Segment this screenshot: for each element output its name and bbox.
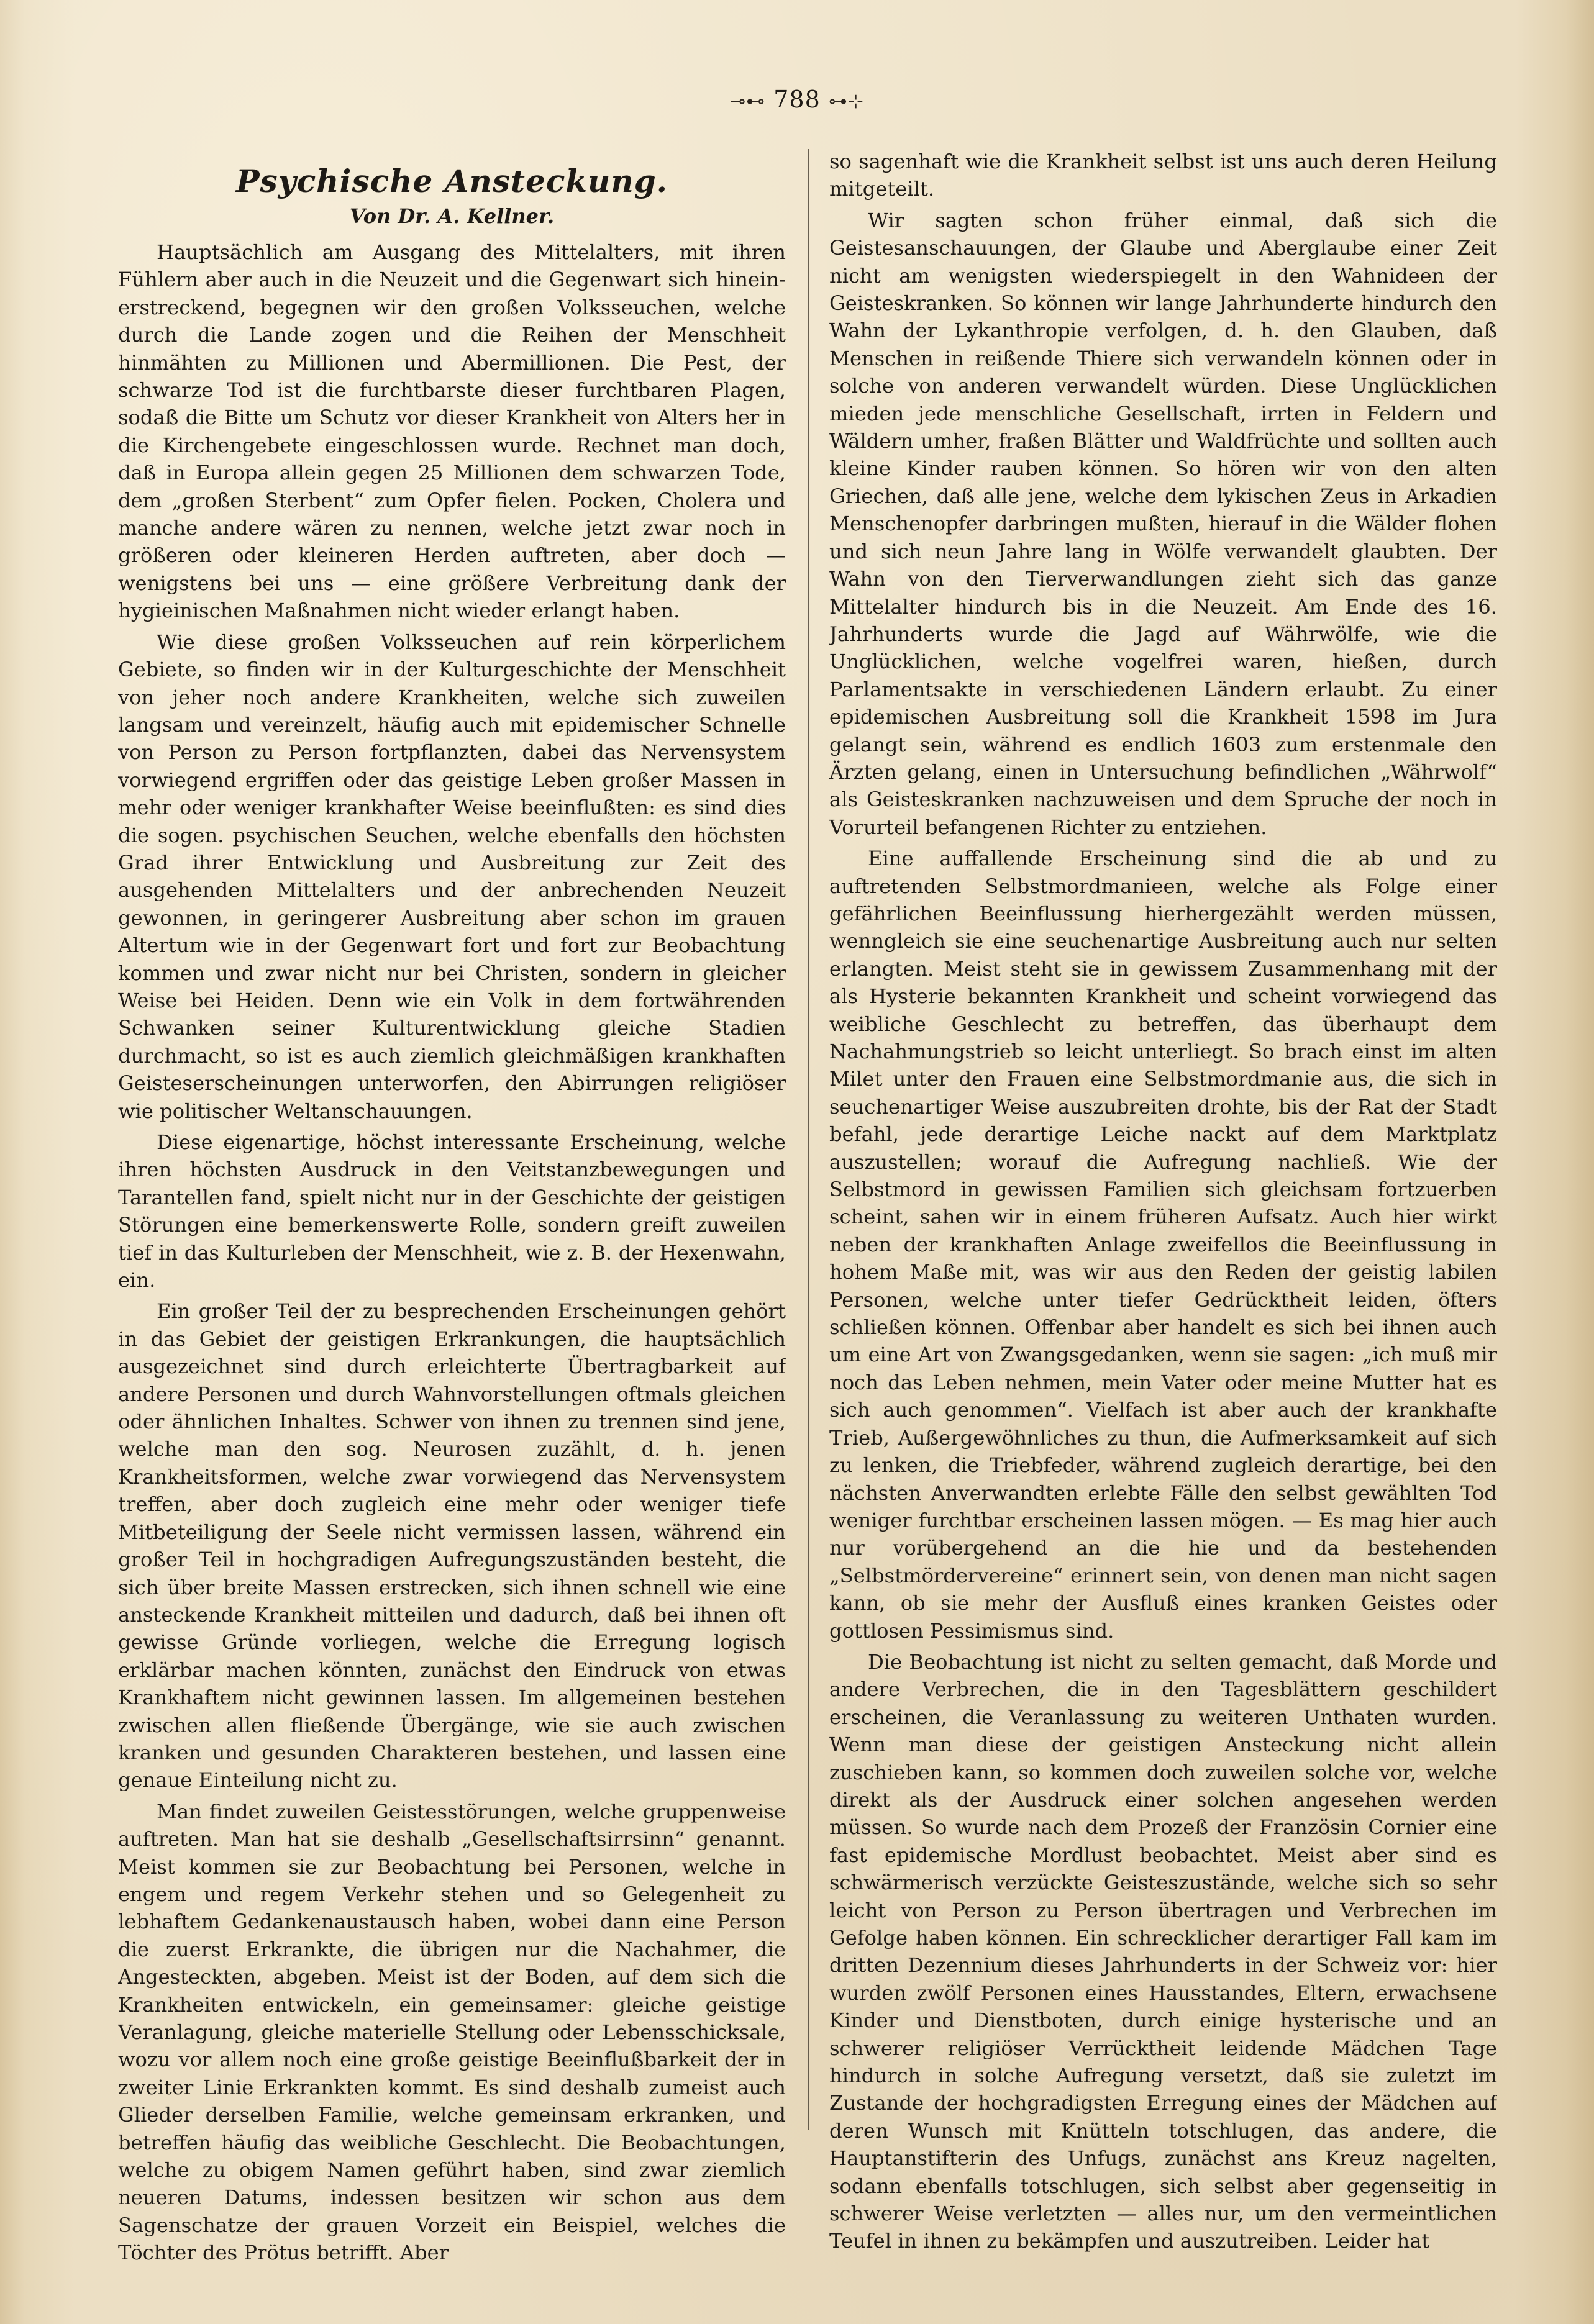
paragraph: Diese eigenartige, höchst interessante Erscheinung, welche ihren höchsten Ausdruck in den Veitstanzbewegungen und Tarantellen fand, spielt nicht nur in der Geschichte der geistigen Störungen eine bemerkenswerte Rolle, sondern greift zuweilen tief in das Kulturleben der Menschheit, wie z. B. der Hexenwahn, ein. [118, 1130, 786, 1292]
ornament-right-icon: ⊶⊹ [828, 91, 864, 112]
paragraph: Eine auffallende Erscheinung sind die ab und zu auftretenden Selbstmordmanieen, welche als Folge einer gefährlichen Beeinflussung hierhergezählt werden müssen, wenngleich sie eine seuchenartige Ausbreitung auch nur selten erlangten. Meist steht sie in gewissem Zusammenhang mit der als Hysterie bekannten Krankheit und scheint vorwiegend das weibliche Geschlecht zu betreffen, das überhaupt dem Nachahmungstrieb so leicht unterliegt. So brach einst im alten Milet unter den Frauen eine Selbstmordmanie aus, die sich in seuchenartiger Weise auszubreiten drohte, bis der Rat der Stadt befahl, jede derartige Leiche nackt auf dem Marktplatz auszustellen; worauf die Aufregung nachließ. Wie der Selbstmord in gewissen Familien sich gleichsam fortzuerben scheint, sahen wir in einem früheren Aufsatz. Auch hier wirkt neben der krankhaften Anlage zweifellos die Beeinflussung in hohem Maße mit, was wir aus den Reden der geistig labilen Personen, welche unter tiefer Gedrücktheit leiden, öfters schließen können. Offenbar aber handelt es sich bei ihnen auch um eine Art von Zwangsgedanken, wenn sie sagen: „ich muß mir noch das Leben nehmen, mein Vater oder meine Mutter hat es sich auch genommen“. Vielfach ist aber auch der krankhafte Trieb, Außergewöhnliches zu thun, die Aufmerksamkeit auf sich zu lenken, die Triebfeder, während zugleich derartige, bei den nächsten Anverwandten erlebte Fälle den selbst gewählten Tod weniger furchtbar erscheinen lassen mögen. — Es mag hier auch nur vorübergehend an die hie und da bestehenden „Selbstmördervereine“ erinnert sein, von denen man nicht sagen kann, ob sie mehr der Ausfluß eines kranken Geistes oder gottlosen Pessimismus sind. [829, 847, 1497, 1643]
paragraph: Ein großer Teil der zu besprechenden Erscheinungen gehört in das Gebiet der geistigen Erkrankungen, die hauptsächlich ausgezeichnet sind durch erleichterte Übertragbarkeit auf andere Personen und durch Wahnvorstellungen oftmals gleichen oder ähnlichen Inhaltes. Schwer von ihnen zu trennen sind jene, welche man den sog. Neurosen zuzählt, d. h. jenen Krankheitsformen, welche zwar vorwiegend das Nervensystem treffen, aber doch zugleich eine mehr oder weniger tiefe Mitbeteiligung der Seele nicht vermissen lassen, während ein großer Teil in hochgradigen Aufregungszuständen besteht, die sich über breite Massen erstrecken, sich ihnen schnell wie eine ansteckende Krankheit mitteilen und dadurch, daß bei ihnen oft gewisse Gründe vorliegen, welche die Erregung logisch erklärbar machen könnten, zunächst den Eindruck von etwas Krankhaftem nicht gewinnen lassen. Im allgemeinen bestehen zwischen allen fließende Übergänge, wie sie auch zwischen kranken und gesunden Charakteren bestehen, und lassen eine genaue Einteilung nicht zu. [118, 1299, 786, 1792]
paragraph: so sagenhaft wie die Krankheit selbst ist uns auch deren Heilung mitgeteilt. [829, 150, 1497, 201]
column-divider [808, 149, 809, 2130]
page-number-header [714, 86, 880, 113]
left-column [118, 149, 786, 2285]
page-number: 788 [773, 86, 821, 113]
right-column [829, 148, 1497, 2284]
ornament-left-icon: ⊸⊷ [730, 91, 766, 112]
paragraph: Wie diese großen Volksseuchen auf rein körperlichem Gebiete, so finden wir in der Kulturgeschichte der Menschheit von jeher noch andere Krankheiten, welche sich zuweilen langsam und vereinzelt, häufig auch mit epidemischer Schnelle von Person zu Person fortpflanzten, dabei das Nervensystem vorwiegend ergriffen oder das geistige Leben großer Massen in mehr oder weniger krankhafter Weise beeinflußten: es sind dies die sogen. psychischen Seuchen, welche ebenfalls den höchsten Grad ihrer Entwicklung und Ausbreitung zur Zeit des ausgehenden Mittelalters und der anbrechenden Neuzeit gewonnen, in geringerer Ausbreitung aber schon im grauen Altertum wie in der Gegenwart fort und fort zur Beobachtung kommen und zwar nicht nur bei Christen, sondern in gleicher Weise bei Heiden. Denn wie ein Volk in dem fortwährenden Schwanken seiner Kulturentwicklung gleiche Stadien durchmacht, so ist es auch ziemlich gleichmäßigen krankhaften Geisteserscheinungen unterworfen, den Abirrungen religiöser wie politischer Weltanschauungen. [118, 630, 786, 1123]
paragraph: Man findet zuweilen Geistesstörungen, welche gruppenweise auftreten. Man hat sie deshalb „Gesellschaftsirrsinn“ genannt. Meist kommen sie zur Beobachtung bei Personen, welche in engem und regem Verkehr stehen und so Gelegenheit zu lebhaftem Gedankenaustausch haben, wobei dann eine Person die zuerst Erkrankte, die übrigen nur die Nachahmer, die Angesteckten, abgeben. Meist ist der Boden, auf dem sich die Krankheiten entwickeln, ein gemeinsamer: gleiche geistige Veranlagung, gleiche materielle Stellung oder Lebensschicksale, wozu vor allem noch eine große geistige Beeinflußbarkeit der in zweiter Linie Erkrankten kommt. Es sind deshalb zumeist auch Glieder derselben Familie, welche gemeinsam erkranken, und betreffen häufig das weibliche Geschlecht. Die Beobachtungen, welche zu obigem Namen geführt haben, sind zwar ziemlich neueren Datums, indessen besitzen wir schon aus dem Sagenschatze der grauen Vorzeit ein Beispiel, welches die Töchter des Prötus betrifft. Aber [118, 1799, 786, 2265]
article-title: Psychische Ansteckung. [235, 163, 668, 199]
paragraph: Hauptsächlich am Ausgang des Mittelalters, mit ihren Fühlern aber auch in die Neuzeit und die Gegenwart sich hinein-erstreckend, begegnen wir den großen Volksseuchen, welche durch die Lande zogen und die Reihen der Menschheit hinmähten zu Millionen und Abermillionen. Die Pest, der schwarze Tod ist die furchtbarste dieser furchtbaren Plagen, sodaß die Bitte um Schutz vor dieser Krankheit von Alters her in die Kirchengebete eingeschlossen wurde. Rechnet man doch, daß in Europa allein gegen 25 Millionen dem schwarzen Tode, dem „großen Sterbent“ zum Opfer fielen. Pocken, Cholera und manche andere wären zu nennen, welche jetzt zwar noch in größeren oder kleineren Herden auftreten, aber doch — wenigstens bei uns — eine größere Verbreitung dank der hygieinischen Maßnahmen nicht wieder erlangt haben. [118, 240, 786, 623]
paragraph: Die Beobachtung ist nicht zu selten gemacht, daß Morde und andere Verbrechen, die in den Tagesblättern geschildert erscheinen, die Veranlassung zu weiteren Unthaten wurden. Wenn man diese der geistigen Ansteckung nicht allein zuschieben kann, so kommen doch zuweilen solche vor, welche direkt als der Ausdruck einer solchen angesehen werden müssen. So wurde nach dem Prozeß der Französin Cornier eine fast epidemische Mordlust beobachtet. Meist aber sind es schwärmerisch verzückte Geisteszustände, welche sich so sehr leicht von Person zu Person übertragen und Verbrechen im Gefolge haben können. Ein schrecklicher derartiger Fall kam im dritten Dezennium dieses Jahrhunderts in der Schweiz vor: hier wurden zwölf Personen eines Hausstandes, Eltern, erwachsene Kinder und Dienstboten, durch einige hysterische und an schwerer religiöser Verrücktheit leidende Mädchen Tage hindurch in solche Aufregung versetzt, daß sie zuletzt im Zustande der hochgradigsten Erregung eines der Mädchen auf deren Wunsch mit Knütteln totschlugen, das andere, die Hauptanstifterin des Unfugs, zunächst ans Kreuz nagelten, sodann ebenfalls totschlugen, sich selbst aber gegenseitig in schwerer Weise verletzten — alles nur, um den vermeintlichen Teufel in ihnen zu bekämpfen und auszutreiben. Leider hat [829, 1650, 1497, 2253]
paragraph: Wir sagten schon früher einmal, daß sich die Geistesanschauungen, der Glaube und Aberglaube einer Zeit nicht am wenigsten wiederspiegelt in den Wahnideen der Geisteskranken. So können wir lange Jahrhunderte hindurch den Wahn der Lykanthropie verfolgen, d. h. den Glauben, daß Menschen in reißende Thiere sich verwandeln können oder in solche von anderen verwandelt würden. Diese Unglücklichen mieden jede menschliche Gesellschaft, irrten in Feldern und Wäldern umher, fraßen Blätter und Waldfrüchte und sollten auch kleine Kinder rauben können. So hören wir von den alten Griechen, daß alle jene, welche dem lykischen Zeus in Arkadien Menschenopfer darbringen mußten, hierauf in die Wälder flohen und sich neun Jahre lang in Wölfe verwandelt glaubten. Der Wahn von den Tierverwandlungen zieht sich das ganze Mittelalter hindurch bis in die Neuzeit. Am Ende des 16. Jahrhunderts wurde die Jagd auf Währwölfe, wie die Unglücklichen, welche vogelfrei waren, hießen, durch Parlamentsakte in verschiedenen Ländern erlaubt. Zu einer epidemischen Ausbreitung soll die Krankheit 1598 im Jura gelangt sein, während es endlich 1603 zum erstenmale den Ärzten gelang, einen in Untersuchung befindlichen „Währwolf“ als Geisteskranken nachzuweisen und dem Spruche der noch in Vorurteil befangenen Richter zu entziehen. [829, 208, 1497, 839]
article-byline: Von Dr. A. Kellner. [349, 204, 555, 228]
